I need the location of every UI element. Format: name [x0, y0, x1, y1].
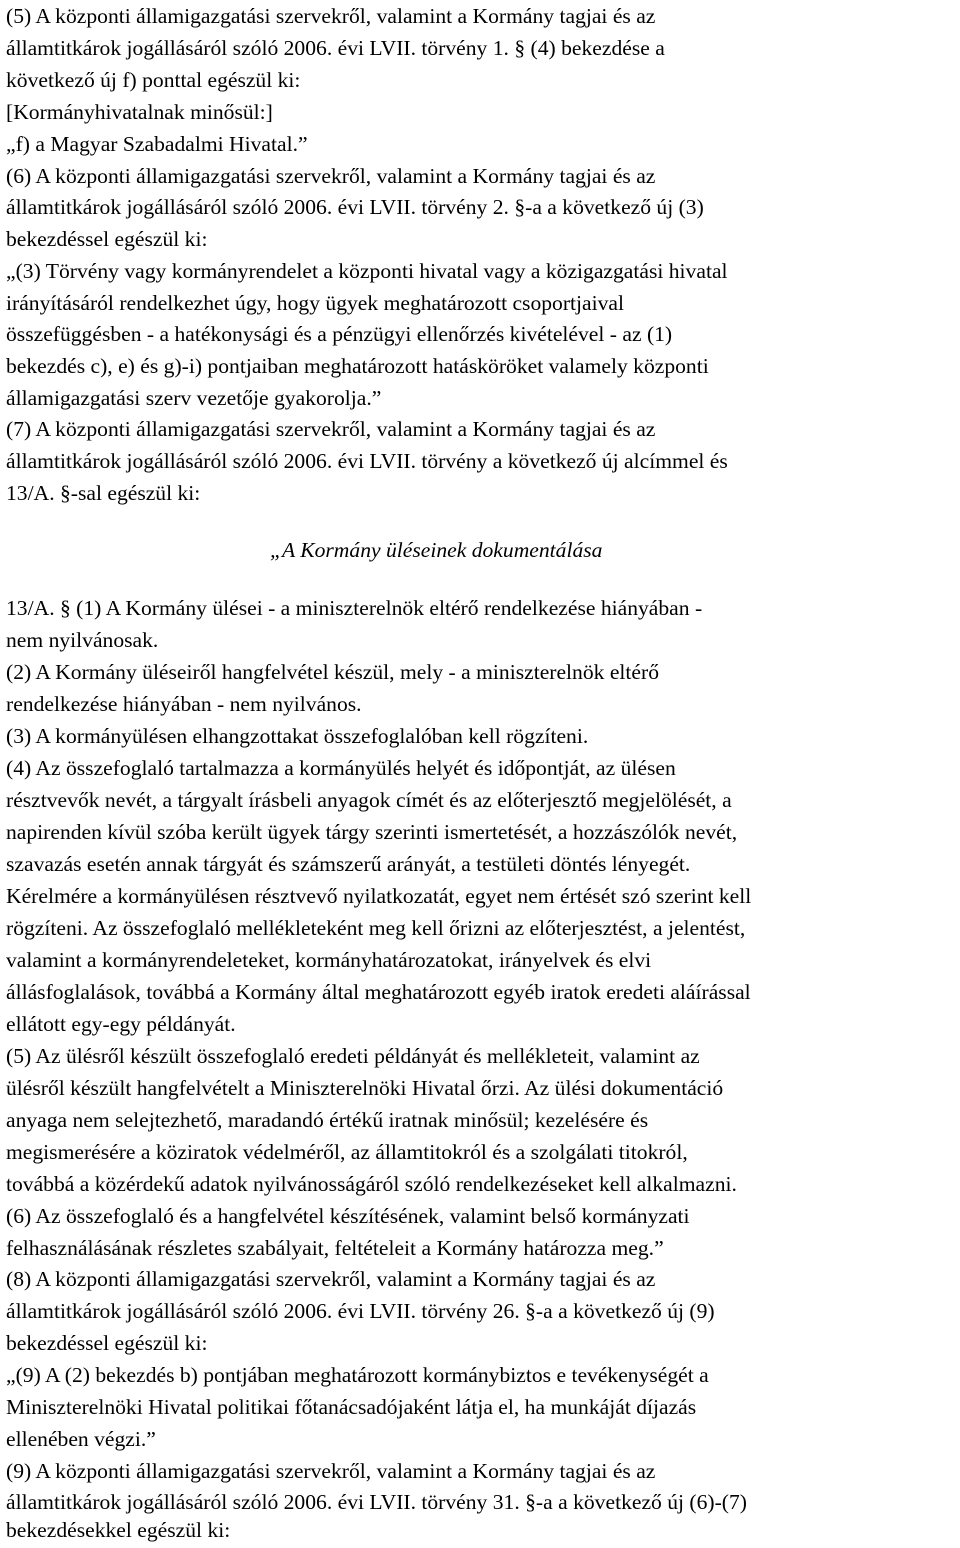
text-line: (5) A központi államigazgatási szervekről, valamint a Kormány tagjai és az: [6, 4, 656, 28]
text-line: (3) A kormányülésen elhangzottakat összefoglalóban kell rögzíteni.: [6, 724, 589, 748]
text-line: 13/A. § (1) A Kormány ülései - a miniszterelnök eltérő rendelkezése hiányában -: [6, 596, 703, 620]
text-line: bekezdés c), e) és g)-i) pontjaiban meghatározott hatásköröket valamely központi: [6, 354, 709, 378]
text-line: állásfoglalások, továbbá a Kormány által meghatározott egyéb iratok eredeti aláírással: [6, 980, 751, 1004]
text-line: irányításáról rendelkezhet úgy, hogy ügyek meghatározott csoportjaival: [6, 291, 625, 315]
text-line: felhasználásának részletes szabályait, feltételeit a Kormány határozza meg.”: [6, 1236, 664, 1260]
text-line: ellátott egy-egy példányát.: [6, 1012, 236, 1036]
text-line: rendelkezése hiányában - nem nyilvános.: [6, 692, 362, 716]
text-line: bekezdésekkel egészül ki:: [6, 1518, 231, 1542]
text-line: nem nyilvánosak.: [6, 628, 159, 652]
text-line: megismerésére a köziratok védelméről, az államtitokról és a szolgálati titokról,: [6, 1140, 688, 1164]
text-line: [Kormányhivatalnak minősül:]: [6, 100, 273, 124]
text-line: államtitkárok jogállásáról szóló 2006. évi LVII. törvény 26. §-a a következő új (9): [6, 1299, 715, 1323]
text-line: anyaga nem selejtezhető, maradandó értékű iratnak minősül; kezelésére és: [6, 1108, 649, 1132]
text-line: bekezdéssel egészül ki:: [6, 1331, 208, 1355]
text-line: napirenden kívül szóba került ügyek tárgy szerinti ismertetését, a hozzászólók nevét,: [6, 820, 738, 844]
text-line: ellenében végzi.”: [6, 1427, 156, 1451]
text-line: „f) a Magyar Szabadalmi Hivatal.”: [6, 132, 308, 156]
text-line: továbbá a közérdekű adatok nyilvánosságáról szóló rendelkezéseket kell alkalmazni.: [6, 1172, 737, 1196]
text-line: (2) A Kormány üléseiről hangfelvétel készül, mely - a miniszterelnök eltérő: [6, 660, 659, 684]
text-line: (6) A központi államigazgatási szervekről, valamint a Kormány tagjai és az: [6, 164, 656, 188]
text-line: (7) A központi államigazgatási szervekről, valamint a Kormány tagjai és az: [6, 417, 656, 441]
text-line: szavazás esetén annak tárgyát és számszerű arányát, a testületi döntés lényegét.: [6, 852, 691, 876]
text-line: következő új f) ponttal egészül ki:: [6, 68, 301, 92]
text-line: Kérelmére a kormányülésen résztvevő nyilatkozatát, egyet nem értését szó szerint kell: [6, 884, 752, 908]
text-line: államtitkárok jogállásáról szóló 2006. évi LVII. törvény 2. §-a a következő új (3): [6, 195, 704, 219]
text-line: államtitkárok jogállásáról szóló 2006. évi LVII. törvény a következő új alcímmel és: [6, 449, 728, 473]
text-line: (5) Az ülésről készült összefoglaló eredeti példányát és mellékleteit, valamint az: [6, 1044, 700, 1068]
text-line: ülésről készült hangfelvételt a Miniszterelnöki Hivatal őrzi. Az ülési dokumentáció: [6, 1076, 724, 1100]
text-line: (8) A központi államigazgatási szervekről, valamint a Kormány tagjai és az: [6, 1267, 656, 1291]
text-line: Miniszterelnöki Hivatal politikai főtanácsadójaként látja el, ha munkáját díjazás: [6, 1395, 697, 1419]
text-line: (6) Az összefoglaló és a hangfelvétel készítésének, valamint belső kormányzati: [6, 1204, 690, 1228]
text-line: „(3) Törvény vagy kormányrendelet a központi hivatal vagy a közigazgatási hivatal: [6, 259, 728, 283]
text-line: államtitkárok jogállásáról szóló 2006. évi LVII. törvény 1. § (4) bekezdése a: [6, 36, 665, 60]
text-line: összefüggésben - a hatékonysági és a pénzügyi ellenőrzés kivételével - az (1): [6, 322, 673, 346]
text-line: résztvevők nevét, a tárgyalt írásbeli anyagok címét és az előterjesztő megjelölését, a: [6, 788, 732, 812]
text-line: rögzíteni. Az összefoglaló mellékleteként meg kell őrizni az előterjesztést, a jelentést,: [6, 916, 746, 940]
section-heading: „A Kormány üléseinek dokumentálása: [270, 538, 603, 562]
text-line: „(9) A (2) bekezdés b) pontjában meghatározott kormánybiztos e tevékenységét a: [6, 1363, 709, 1387]
text-line: (9) A központi államigazgatási szervekről, valamint a Kormány tagjai és az: [6, 1459, 656, 1483]
text-line: valamint a kormányrendeleteket, kormányhatározatokat, irányelvek és elvi: [6, 948, 652, 972]
text-line: 13/A. §-sal egészül ki:: [6, 481, 201, 505]
text-line: (4) Az összefoglaló tartalmazza a kormányülés helyét és időpontját, az ülésen: [6, 756, 676, 780]
text-line: bekezdéssel egészül ki:: [6, 227, 208, 251]
text-line: államtitkárok jogállásáról szóló 2006. évi LVII. törvény 31. §-a a következő új (6)-(7): [6, 1490, 747, 1514]
text-line: államigazgatási szerv vezetője gyakorolja.”: [6, 386, 382, 410]
